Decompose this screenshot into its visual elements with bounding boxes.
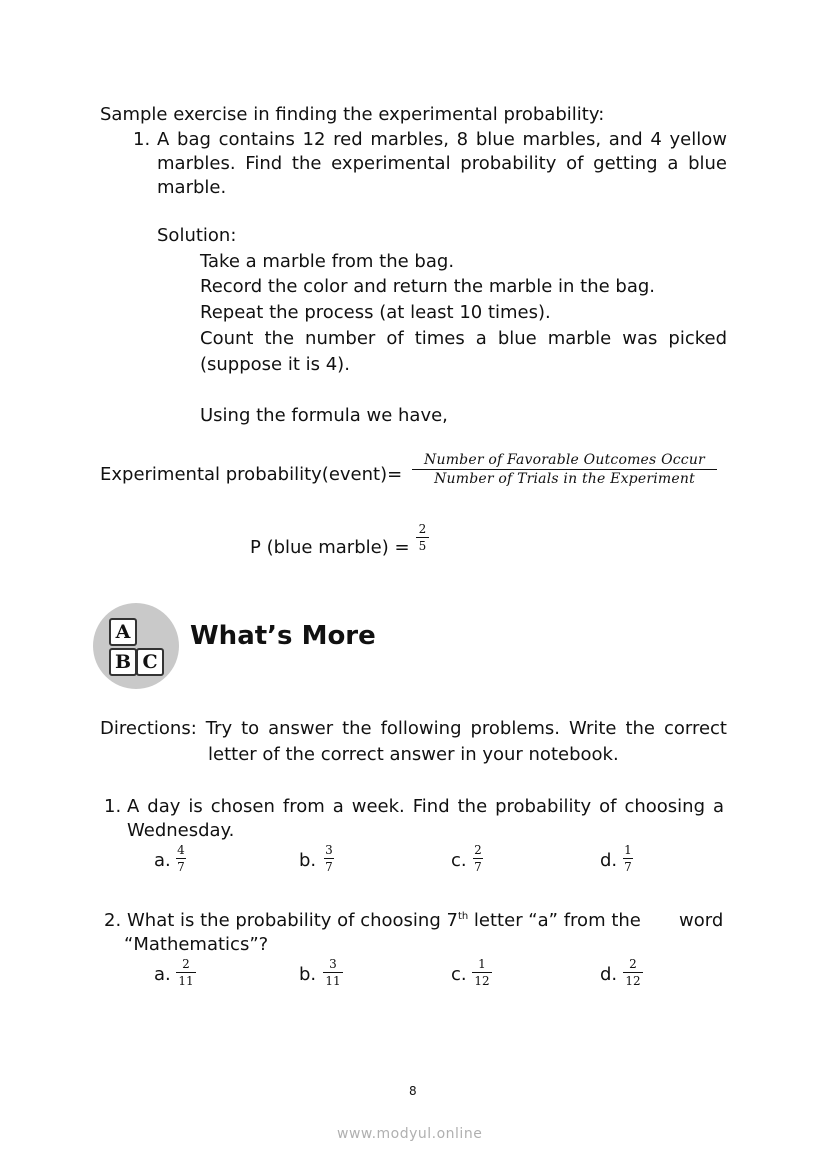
formula-intro: Using the formula we have, [200, 405, 448, 426]
choice-numerator: 4 [177, 843, 185, 857]
solution-step: Count the number of times a blue marble was picked [200, 328, 727, 349]
result-denominator: 5 [418, 539, 427, 553]
choice-fraction [323, 958, 343, 987]
directions-line: Directions: Try to answer the following problems. Write the correct [100, 718, 727, 739]
question-text-part: What is the probability of choosing 7 [127, 910, 458, 931]
question-text-part: letter “a” from the [468, 910, 641, 931]
formula-label: Experimental probability(event)= [100, 464, 403, 485]
directions-line: letter of the correct answer in your notebook. [208, 744, 619, 765]
fraction-bar [324, 858, 334, 859]
choice-fraction [324, 844, 334, 873]
block-b: B [109, 648, 137, 676]
choice-numerator: 1 [624, 843, 632, 857]
solution-step: Take a marble from the bag. [200, 251, 455, 272]
choice-numerator: 3 [329, 957, 337, 971]
choice-denominator: 11 [178, 974, 194, 988]
fraction-bar [323, 972, 343, 973]
choice-fraction [176, 958, 196, 987]
choice-letter: a. [154, 964, 171, 985]
choice-numerator: 3 [325, 843, 333, 857]
choice-denominator: 12 [474, 974, 490, 988]
result-fraction [416, 523, 429, 552]
choice-letter: d. [600, 964, 618, 985]
fraction-bar [176, 858, 186, 859]
choice-fraction [176, 844, 186, 873]
formula-fraction [412, 453, 717, 486]
result-label: P (blue marble) = [250, 537, 410, 558]
question-text-end: word [679, 910, 724, 931]
fraction-bar [623, 972, 643, 973]
fraction-bar [176, 972, 196, 973]
choice-letter: c. [451, 850, 467, 871]
fraction-bar [412, 469, 717, 470]
block-c: C [136, 648, 164, 676]
choice-numerator: 2 [182, 957, 190, 971]
choice-denominator: 7 [624, 860, 632, 874]
sample-item-number: 1. [133, 129, 151, 150]
choice-fraction [623, 958, 643, 987]
solution-step: (suppose it is 4). [200, 354, 350, 375]
section-title: What’s More [190, 621, 376, 651]
formula-denominator: Number of Trials in the Experiment [434, 471, 695, 487]
choice-letter: b. [299, 964, 317, 985]
choice-denominator: 7 [177, 860, 185, 874]
choice-letter: b. [299, 850, 317, 871]
formula-numerator: Number of Favorable Outcomes Occur [424, 452, 705, 468]
choice-numerator: 1 [478, 957, 486, 971]
choice-numerator: 2 [629, 957, 637, 971]
page-number: 8 [409, 1084, 417, 1098]
question-number: 2. [104, 910, 122, 931]
choice-numerator: 2 [474, 843, 482, 857]
choice-letter: d. [600, 850, 618, 871]
choice-denominator: 7 [325, 860, 333, 874]
choice-fraction [473, 844, 483, 873]
fraction-bar [416, 537, 429, 538]
result-numerator: 2 [418, 522, 427, 536]
question-text [127, 910, 641, 931]
fraction-bar [623, 858, 633, 859]
block-a: A [109, 618, 137, 646]
sample-problem-line: A bag contains 12 red marbles, 8 blue marbles, and 4 yellow [157, 129, 727, 150]
question-text: Wednesday. [127, 820, 235, 841]
sample-problem-line: marble. [157, 177, 227, 198]
choice-fraction [623, 844, 633, 873]
fraction-bar [472, 972, 492, 973]
choice-fraction [472, 958, 492, 987]
choice-denominator: 11 [325, 974, 341, 988]
question-text: “Mathematics”? [124, 934, 269, 955]
sample-problem-line: marbles. Find the experimental probability of getting a blue [157, 153, 727, 174]
question-text: A day is chosen from a week. Find the probability of choosing a [127, 796, 724, 817]
choice-letter: a. [154, 850, 171, 871]
watermark: www.modyul.online [337, 1126, 483, 1142]
question-number: 1. [104, 796, 122, 817]
solution-step: Record the color and return the marble in the bag. [200, 276, 656, 297]
superscript: th [457, 911, 469, 922]
abc-blocks-icon [93, 603, 179, 689]
choice-letter: c. [451, 964, 467, 985]
choice-denominator: 12 [625, 974, 641, 988]
choice-denominator: 7 [474, 860, 482, 874]
solution-step: Repeat the process (at least 10 times). [200, 302, 551, 323]
solution-label: Solution: [157, 225, 237, 246]
sample-heading: Sample exercise in finding the experimental probability: [100, 104, 605, 125]
fraction-bar [473, 858, 483, 859]
